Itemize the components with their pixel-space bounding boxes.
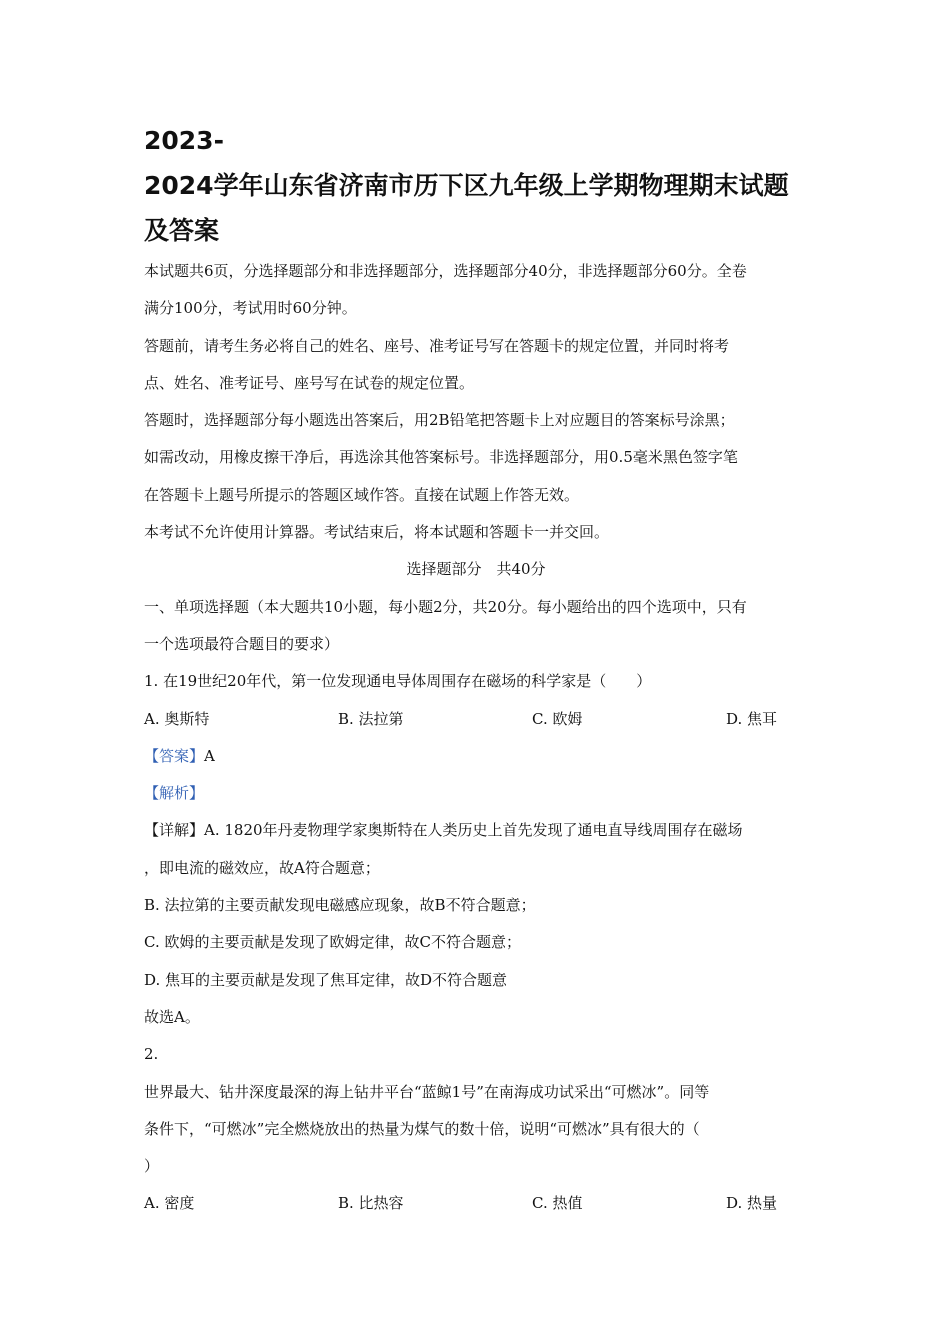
instruction-line: 满分100分，考试用时60分钟。	[144, 299, 357, 318]
instruction-line: 本考试不允许使用计算器。考试结束后，将本试题和答题卡一并交回。	[144, 523, 610, 542]
option-c: C. 欧姆	[532, 709, 583, 728]
question-2	[144, 1036, 808, 1222]
question-number: 2.	[144, 1045, 159, 1064]
detail-line: ，即电流的磁效应，故A符合题意；	[144, 858, 380, 877]
detail-text: A. 1820年丹麦物理学家奥斯特在人类历史上首先发现了通电直导线周围存在磁场	[204, 821, 743, 840]
answer-line	[144, 738, 808, 775]
option-a: A. 密度	[144, 1194, 195, 1213]
instruction-line: 本试题共6页，分选择题部分和非选择题部分，选择题部分40分，非选择题部分60分。全卷	[144, 262, 747, 280]
question-stem: 1. 在19世纪20年代，第一位发现通电导体周围存在磁场的科学家是（ ）	[144, 672, 652, 691]
title-line-2: 2024学年山东省济南市历下区九年级上学期物理期末试题	[144, 171, 789, 200]
section-heading: 选择题部分 共40分	[406, 560, 546, 579]
question-stem: 条件下，“可燃冰”完全燃烧放出的热量为煤气的数十倍，说明“可燃冰”具有很大的（	[144, 1119, 700, 1138]
detail-tag: 【详解】	[144, 821, 205, 840]
question-options	[144, 701, 808, 738]
instruction-line: 在答题卡上题号所提示的答题区域作答。直接在试题上作答无效。	[144, 485, 580, 504]
question-stem: ）	[144, 1157, 160, 1176]
title-line-1: 2023-	[144, 126, 224, 155]
detail-line: D. 焦耳的主要贡献是发现了焦耳定律，故D不符合题意	[144, 970, 508, 989]
option-d: D. 焦耳	[726, 709, 778, 728]
exam-instructions	[144, 253, 808, 551]
document-page	[144, 118, 808, 1223]
option-d: D. 热量	[726, 1194, 778, 1213]
part-one-line: 一个选项最符合题目的要求）	[144, 634, 340, 653]
title-line-3: 及答案	[144, 216, 220, 245]
part-one-heading	[144, 589, 808, 664]
part-one-line: 一、单项选择题（本大题共10小题，每小题2分，共20分。每小题给出的四个选项中，只有	[144, 597, 747, 616]
instruction-line: 答题前，请考生务必将自己的姓名、座号、准考证号写在答题卡的规定位置，并同时将考	[144, 336, 730, 355]
question-stem: 世界最大、钻井深度最深的海上钻井平台“蓝鲸1号”在南海成功试采出“可燃冰”。同等	[144, 1082, 710, 1101]
option-a: A. 奥斯特	[144, 709, 210, 728]
detail-line: C. 欧姆的主要贡献是发现了欧姆定律，故C不符合题意；	[144, 933, 521, 952]
option-b: B. 比热容	[338, 1194, 404, 1213]
option-b: B. 法拉第	[338, 709, 404, 728]
question-options	[144, 1185, 808, 1222]
instruction-line: 如需改动，用橡皮擦干净后，再选涂其他答案标号。非选择题部分，用0.5毫米黑色签字笔	[144, 448, 738, 467]
question-1	[144, 663, 808, 1036]
detail-line: 故选A。	[144, 1007, 200, 1026]
detail-line: B. 法拉第的主要贡献发现电磁感应现象，故B不符合题意；	[144, 896, 536, 915]
detail-line	[144, 812, 808, 849]
answer-value: A	[204, 746, 215, 765]
instruction-line: 答题时，选择题部分每小题选出答案后，用2B铅笔把答题卡上对应题目的答案标号涂黑；	[144, 411, 735, 430]
option-c: C. 热值	[532, 1194, 583, 1213]
document-title	[144, 118, 808, 253]
answer-tag: 【答案】	[144, 746, 205, 765]
instruction-line: 点、姓名、准考证号、座号写在试卷的规定位置。	[144, 373, 475, 392]
analysis-tag: 【解析】	[144, 784, 205, 803]
